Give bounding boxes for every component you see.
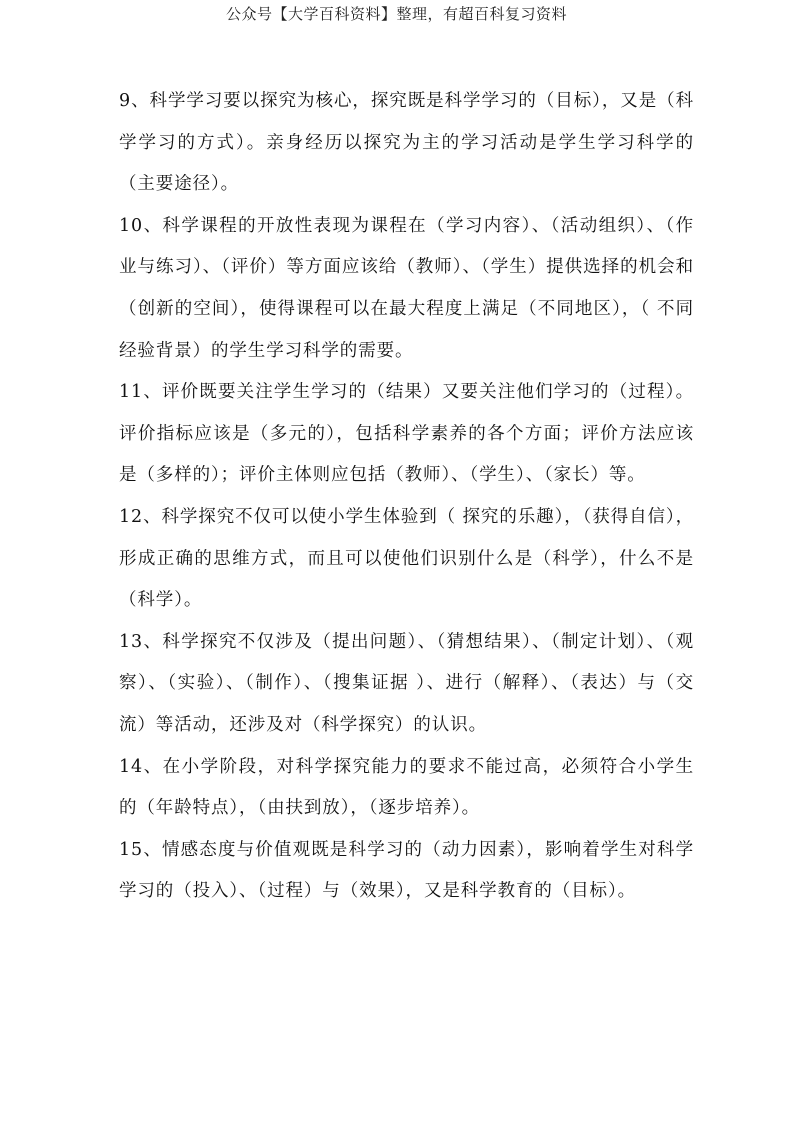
paragraph-15: 15、情感态度与价值观既是科学习的（动力因素），影响着学生对科学学习的（投入）、（过程）与（效果），又是科学教育的（目标）。 — [119, 839, 694, 902]
document-body — [119, 81, 694, 913]
paragraph-9: 9、科学学习要以探究为核心，探究既是科学学习的（目标），又是（科学学习的方式）。亲身经历以探究为主的学习活动是学生学习科学的（主要途径）。 — [119, 91, 694, 195]
page-header: 公众号【大学百科资料】整理，有超百科复习资料 — [225, 5, 567, 23]
paragraph-12: 12、科学探究不仅可以使小学生体验到（ 探究的乐趣），（获得自信），形成正确的思维方式，而且可以使他们识别什么是（科学），什么不是（科学）。 — [119, 506, 694, 611]
paragraph-10: 10、科学课程的开放性表现为课程在（学习内容）、（活动组织）、（作业与练习）、（评价）等方面应该给（教师）、（学生）提供选择的机会和（创新的空间），使得课程可以在最大程度上满足（不同地区），（ 不同经验背景）的学生学习科学的需要。 — [119, 215, 694, 361]
paragraph-14: 14、在小学阶段，对科学探究能力的要求不能过高，必须符合小学生的（年龄特点），（由扶到放），（逐步培养）。 — [119, 756, 694, 819]
paragraph-13: 13、科学探究不仅涉及（提出问题）、（猜想结果）、（制定计划）、（观察）、（实验）、（制作）、（搜集证据 ）、进行（解释）、（表达）与（交流）等活动，还涉及对（科学探究）的认识。 — [119, 631, 694, 735]
paragraph-11: 11、评价既要关注学生学习的（结果）又要关注他们学习的（过程）。评价指标应该是（多元的），包括科学素养的各个方面；评价方法应该是（多样的）；评价主体则应包括（教师）、（学生）、（家长）等。 — [119, 382, 694, 486]
